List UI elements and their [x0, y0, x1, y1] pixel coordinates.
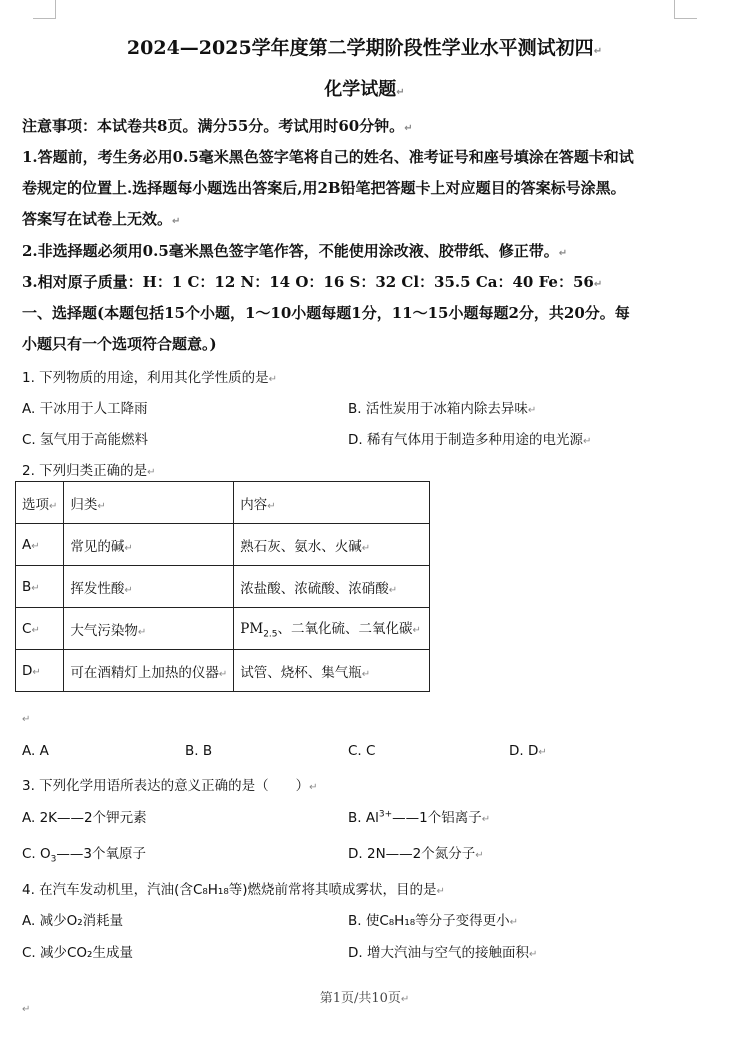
q1-option-d: D. 稀有气体用于制造多种用途的电光源↵: [348, 432, 592, 448]
q2-option-d: D. D↵: [509, 743, 547, 759]
table-cell: $PM_{2.5}$、二氧化硫、二氧化碳↵: [234, 608, 430, 650]
table-cell: A↵: [16, 524, 64, 566]
q1-option-b: B. 活性炭用于冰箱内除去异味↵: [348, 401, 537, 417]
q4-option-d: D. 增大汽油与空气的接触面积↵: [348, 945, 538, 961]
notes-line-2a: 1.答题前，考生务必用0.5毫米黑色签字笔将自己的姓名、准考证号和座号填涂在答题卡和试: [22, 148, 634, 166]
q3-option-d: D. 2N——2个氮分子↵: [348, 846, 484, 862]
notes-line-3: 2.非选择题必须用0.5毫米黑色签字笔作答，不能使用涂改液、胶带纸、修正带。↵: [22, 242, 568, 260]
table-row: [16, 566, 430, 608]
table-row: [16, 524, 430, 566]
q2-option-a: A. A: [22, 743, 49, 759]
table-row: [16, 650, 430, 692]
table-header-cell: 内容↵: [234, 482, 430, 524]
section-heading-line-2: 小题只有一个选项符合题意。): [22, 335, 217, 353]
q2-option-c: C. C: [348, 743, 376, 759]
table-cell: D↵: [16, 650, 64, 692]
q3-stem: 3. 下列化学用语所表达的意义正确的是（ ）↵: [22, 778, 318, 794]
q2-table: [15, 481, 430, 692]
paragraph-mark: ↵: [22, 714, 31, 725]
q3-option-b: B. $Al^{3+}——1$个铝离子↵: [348, 809, 491, 826]
q4-option-a: A. 减少O₂消耗量: [22, 913, 124, 929]
crop-mark-top-left: [33, 0, 56, 19]
q4-option-b: B. 使C₈H₁₈等分子变得更小↵: [348, 913, 519, 929]
exam-title: 2024—2025学年度第二学期阶段性学业水平测试初四↵: [126, 37, 603, 59]
table-row: [16, 608, 430, 650]
notes-line-1: 注意事项：本试卷共8页。满分55分。考试用时60分钟。↵: [22, 117, 413, 135]
q1-stem: 1. 下列物质的用途，利用其化学性质的是↵: [22, 370, 278, 386]
table-cell: 熟石灰、氨水、火碱↵: [234, 524, 430, 566]
table-cell: 可在酒精灯上加热的仪器↵: [64, 650, 234, 692]
table-cell: 常见的碱↵: [64, 524, 234, 566]
table-cell: 大气污染物↵: [64, 608, 234, 650]
table-cell: 挥发性酸↵: [64, 566, 234, 608]
notes-line-2b: 卷规定的位置上.选择题每小题选出答案后,用2B铅笔把答题卡上对应题目的答案标号涂黑。: [22, 179, 626, 197]
table-cell: 浓盐酸、浓硫酸、浓硝酸↵: [234, 566, 430, 608]
exam-subtitle: 化学试题↵: [324, 79, 405, 100]
q3-option-a: A. 2K——2个钾元素: [22, 810, 147, 826]
notes-line-2c: 答案写在试卷上无效。↵: [22, 210, 181, 228]
q2-stem: 2. 下列归类正确的是↵: [22, 463, 156, 479]
q2-option-b: B. B: [185, 743, 213, 759]
crop-mark-top-right: [674, 0, 697, 19]
table-header-cell: 归类↵: [64, 482, 234, 524]
table-cell: 试管、烧杯、集气瓶↵: [234, 650, 430, 692]
section-heading-line-1: 一、选择题(本题包括15个小题，1～10小题每题1分，11～15小题每题2分，共20分。每: [22, 304, 630, 322]
q1-option-a: A. 干冰用于人工降雨: [22, 401, 148, 417]
q3-option-c: C. $O_3——3$个氧原子: [22, 846, 146, 865]
page-footer: 第1页/共10页↵: [319, 991, 410, 1006]
q4-option-c: C. 减少CO₂生成量: [22, 945, 133, 961]
table-header-cell: 选项↵: [16, 482, 64, 524]
notes-line-4: 3.相对原子质量：H：1 C：12 N：14 O：16 S：32 Cl：35.5 Ca：40 Fe：56↵: [22, 273, 603, 291]
table-cell: B↵: [16, 566, 64, 608]
paragraph-mark: ↵: [22, 1004, 31, 1015]
q4-stem: 4. 在汽车发动机里，汽油(含C₈H₁₈等)燃烧前常将其喷成雾状，目的是↵: [22, 882, 445, 898]
table-cell: C↵: [16, 608, 64, 650]
table-header-row: [16, 482, 430, 524]
q1-option-c: C. 氢气用于高能燃料: [22, 432, 149, 448]
